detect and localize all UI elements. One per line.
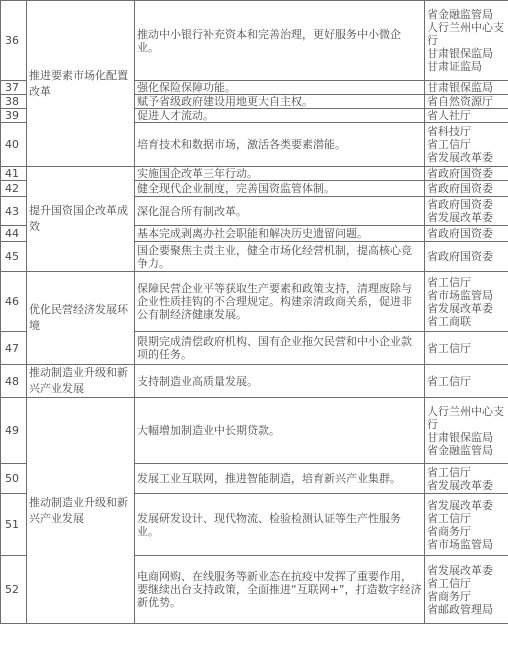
category-cell: 提升国资国企改革成效 (27, 167, 135, 272)
responsible-units: 省发展改革委 省工信厅 省商务厅 省邮政管理局 (425, 556, 508, 624)
responsible-units: 省政府国资委 (425, 167, 508, 181)
measure-cell: 发展研发设计、现代物流、检验检测认证等生产性服务业。 (135, 494, 425, 556)
measure-cell: 限期完成清偿政府机构、国有企业拖欠民营和中小企业款项的任务。 (135, 332, 425, 365)
measure-cell: 实施国企改革三年行动。 (135, 167, 425, 181)
row-number: 50 (1, 464, 27, 494)
responsible-units: 省科技厅 省工信厅 省发展改革委 (425, 123, 508, 167)
responsible-units: 省工信厅 省市场监管局 省发展改革委 省工商联 (425, 272, 508, 332)
measure-cell: 深化混合所有制改革。 (135, 197, 425, 226)
measure-cell: 推动中小银行补充资本和完善治理，更好服务中小微企业。 (135, 1, 425, 81)
table-row (1, 272, 508, 332)
responsible-units: 省人社厅 (425, 109, 508, 123)
measure-cell: 健全现代企业制度，完善国资监管体制。 (135, 181, 425, 197)
row-number: 37 (1, 81, 27, 95)
row-number: 46 (1, 272, 27, 332)
responsible-units: 省工信厅 (425, 332, 508, 365)
row-number: 51 (1, 494, 27, 556)
responsible-units: 省政府国资委 (425, 181, 508, 197)
row-number: 38 (1, 95, 27, 109)
table-row (1, 365, 508, 398)
table-row (1, 398, 508, 464)
row-number: 44 (1, 226, 27, 242)
responsible-units: 省政府国资委 (425, 226, 508, 242)
row-number: 52 (1, 556, 27, 624)
measure-cell: 培育技术和数据市场，激活各类要素潜能。 (135, 123, 425, 167)
table-row (1, 1, 508, 81)
category-cell: 推动制造业升级和新兴产业发展 (27, 398, 135, 624)
measure-cell: 国企要聚焦主责主业，健全市场化经营机制，提高核心竞争力。 (135, 242, 425, 272)
measure-cell: 大幅增加制造业中长期贷款。 (135, 398, 425, 464)
table-row (1, 167, 508, 181)
measure-cell: 基本完成剥离办社会职能和解决历史遗留问题。 (135, 226, 425, 242)
row-number: 45 (1, 242, 27, 272)
row-number: 42 (1, 181, 27, 197)
responsible-units: 省自然资源厅 (425, 95, 508, 109)
measure-cell: 电商网购、在线服务等新业态在抗疫中发挥了重要作用，要继续出台支持政策，全面推进“互联网+”，打造数字经济新优势。 (135, 556, 425, 624)
responsible-units: 省金融监管局 人行兰州中心支行 甘肃银保监局 甘肃证监局 (425, 1, 508, 81)
measure-cell: 支持制造业高质量发展。 (135, 365, 425, 398)
row-number: 40 (1, 123, 27, 167)
category-cell: 优化民营经济发展环境 (27, 272, 135, 365)
category-cell: 推进要素市场化配置改革 (27, 1, 135, 167)
responsible-units: 省发展改革委 省工信厅 省商务厅 省市场监管局 (425, 494, 508, 556)
measure-cell: 发展工业互联网，推进智能制造，培育新兴产业集群。 (135, 464, 425, 494)
measure-cell: 保障民营企业平等获取生产要素和政策支持，清理废除与企业性质挂钩的不合理规定。构建亲清政商关系，促进非公有制经济健康发展。 (135, 272, 425, 332)
responsible-units: 省工信厅 省发展改革委 (425, 464, 508, 494)
row-number: 48 (1, 365, 27, 398)
responsible-units: 省政府国资委 (425, 242, 508, 272)
measure-cell: 赋予省级政府建设用地更大自主权。 (135, 95, 425, 109)
measure-cell: 强化保险保障功能。 (135, 81, 425, 95)
responsible-units: 省政府国资委 省发展改革委 (425, 197, 508, 226)
responsible-units: 省工信厅 (425, 365, 508, 398)
row-number: 43 (1, 197, 27, 226)
responsible-units: 人行兰州中心支行 甘肃银保监局 省金融监管局 (425, 398, 508, 464)
row-number: 41 (1, 167, 27, 181)
task-table-body (1, 1, 508, 624)
category-cell: 推动制造业升级和新兴产业发展 (27, 365, 135, 398)
row-number: 36 (1, 1, 27, 81)
row-number: 49 (1, 398, 27, 464)
responsible-units: 甘肃银保监局 (425, 81, 508, 95)
row-number: 39 (1, 109, 27, 123)
measure-cell: 促进人才流动。 (135, 109, 425, 123)
row-number: 47 (1, 332, 27, 365)
